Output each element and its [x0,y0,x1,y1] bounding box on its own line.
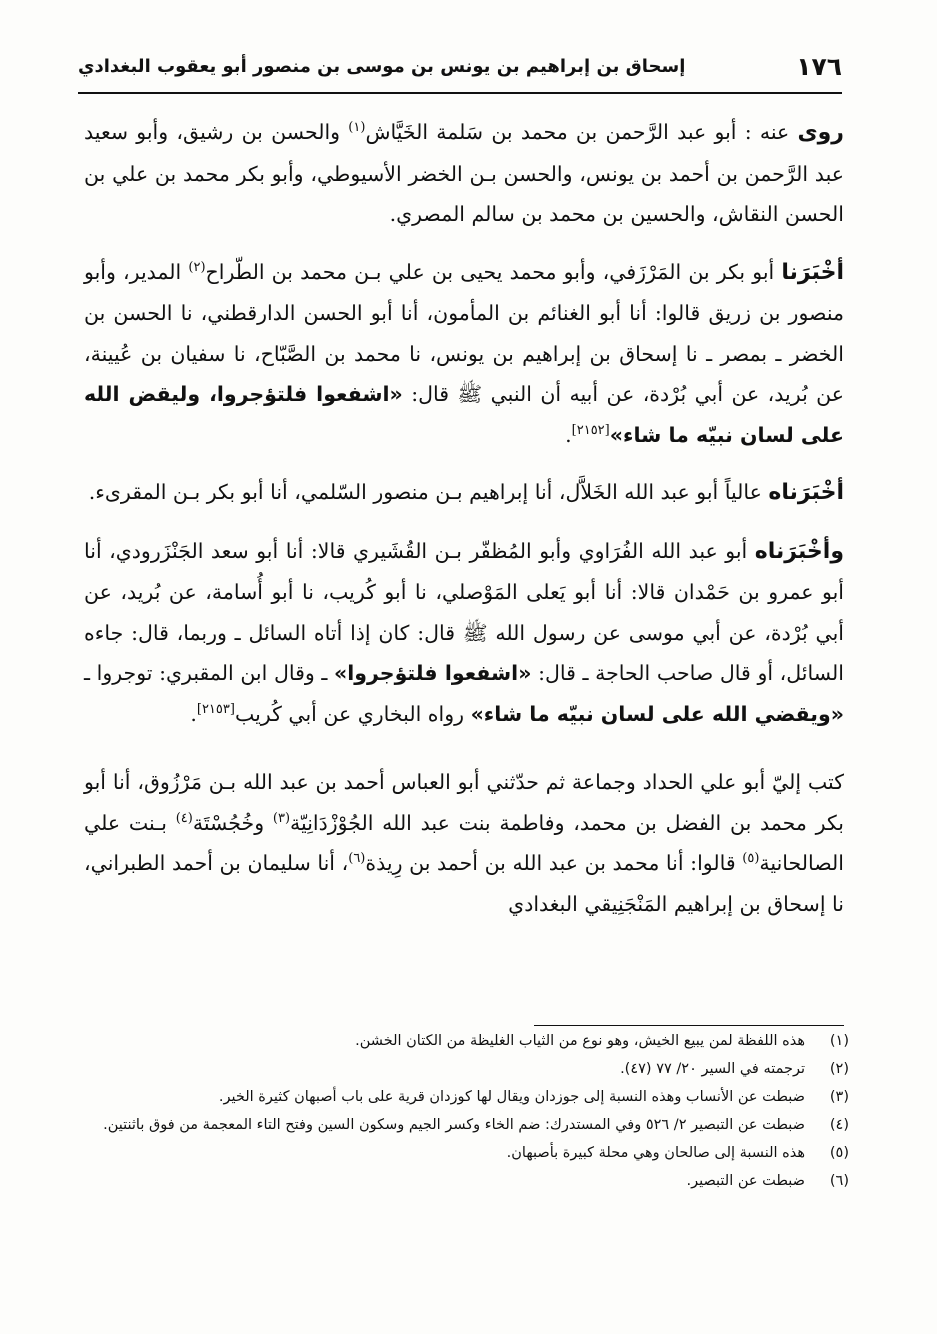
footnote-marker: (٣) [272,810,291,826]
text-segment: قالوا: أنا محمد بن عبد الله بن أحمد بن رِيذة [365,851,743,875]
footnote-text: ضبطت عن التبصير. [686,1173,805,1189]
footnote-marker: (١) [348,120,366,136]
running-title: إسحاق بن إبراهيم بن يونس بن موسى بن منصور أبو يعقوب البغدادي [78,56,686,77]
text-segment: عنه : أبو عبد الرَّحمن بن محمد بن سَلمة الخَيَّاش [365,120,798,144]
footnote-text: ضبطت عن الأنساب وهذه النسبة إلى جوزدان ويقال لها كوزدان قرية على باب أصبهان كثيرة الخير. [218,1089,805,1105]
hadith-text: «اشفعوا فلتؤجروا، وليقض الله على لسان نبيّه ما شاء» [84,382,844,447]
footnote-marker: (٤) [175,810,193,826]
footnote-text: ترجمته في السير ٢٠/ ٧٧ (٤٧). [620,1061,805,1077]
text-segment: . [190,701,197,726]
paragraph-isnad-1 [84,252,844,456]
footnote-number: (٣) [829,1089,849,1105]
lead-word: أخْبَرَنا [781,259,844,285]
lead-word: أخْبَرَناه [768,480,844,505]
text-segment: كتب إليّ أبو علي الحداد وجماعة ثم حدّثني أبو العباس أحمد بن عبد الله بـن مَرْزُوق، أنا أبو بكر محمد بن الفضل بن محمد، وفاطمة بنت عبد الله الجُوْزْدَانِيّة [84,770,844,835]
text-segment: والحسن بن رشيق، وأبو سعيد عبد الرَّحمن بن أحمد بن يونس، والحسن بـن الخضر الأسيوطي، وأبو بكر محمد بن علي بن الحسن النقاش، والحسين بن محمد بن سالم المصري. [84,120,844,226]
lead-word: روى [797,120,844,145]
paragraph-isnad-4 [84,762,844,924]
footnote-text: ضبطت عن التبصير ٢/ ٥٢٦ وفي المستدرك: ضم الخاء وكسر الجيم وسكون السين وفتح التاء المعجمة من فوق باثنتين. [103,1117,805,1133]
paragraph-narrators [84,112,844,235]
footnote-text: هذه النسبة إلى صالحان وهي محلة كبيرة بأصبهان. [506,1145,805,1161]
paragraph-isnad-3 [84,531,844,735]
hadith-text: «اشفعوا فلتؤجروا» [334,661,532,685]
footnote-marker: (٥) [742,851,760,867]
text-segment: المدير، وأبو منصور بن زريق قالوا: أنا أبو الغنائم بن المأمون، أنا أبو الحسن الدارقطني، نا الحسن بن الخضر ـ بمصر ـ نا إسحاق بن إبراهيم بن يونس، نا محمد بن الصَّبّاح، نا سفيان بن عُيينة، عن بُريد، عن أبي بُرْدة، عن أبيه أن النبي ﷺ قال: [84,259,844,406]
footnote-text: هذه اللفظة لمن يبيع الخيش، وهو نوع من الثياب الغليظة من الكتان الخشن. [355,1033,805,1049]
hadith-text: «ويقضي الله على لسان نبيّه ما شاء» [470,701,844,726]
footnote-rule [534,1025,844,1026]
paragraph-isnad-2 [84,472,844,514]
text-segment: بـنت علي الصالحانية [84,810,844,875]
footnote-marker: (٦) [348,851,366,867]
footnote [90,1142,849,1165]
footnote [90,1170,849,1193]
text-segment: . [565,422,572,447]
hadith-number: [٢١٥٢] [571,422,610,438]
text-segment: ، أنا سليمان بن أحمد الطبراني، نا إسحاق بن إبراهيم المَنْجَنِيقي البغدادي [84,851,844,916]
text-segment: عالياً أبو عبد الله الخَلاَّل، أنا إبراهيم بـن منصور السّلمي، أنا أبو بكر بـن المقرىء. [88,480,769,504]
page-number: ١٧٦ [796,52,842,81]
footnotes [90,1030,849,1198]
footnote-number: (١) [829,1033,849,1049]
footnote [90,1086,849,1109]
footnote-number: (٤) [829,1117,849,1133]
footnote [90,1114,849,1137]
page-header [78,48,842,100]
footnote-marker: (٢) [188,259,206,275]
footnote-number: (٦) [829,1173,849,1189]
main-text [84,112,844,941]
text-segment: أبو عبد الله الفُرَاوي وأبو المُظفّر بـن القُشَيري قالا: أنا أبو سعد الجَنْزَرودي، أنا أبو عمرو بن حَمْدان قالا: أنا أبو يَعلى المَوْصلي، نا أبو كُريب، نا أبو أُسامة، عن بُريد، عن أبي بُرْدة، عن أبي موسى عن رسول الله ﷺ قال: كان إذا أتاه السائل ـ وربما، قال: جاءه السائل، أو قال صاحب الحاجة ـ قال: [84,538,844,685]
header-rule [78,92,842,94]
text-segment: ـ وقال ابن المقبري: توجروا ـ [84,661,335,685]
footnote-number: (٥) [829,1145,849,1161]
lead-word: وأخْبَرَناه [754,538,844,564]
footnote-number: (٢) [829,1061,849,1077]
hadith-number: [٢١٥٣] [196,701,235,717]
footnote [90,1058,849,1081]
text-segment: أبو بكر بن المَرْزَفي، وأبو محمد يحيى بن علي بـن محمد بن الطّراح [205,259,782,284]
footnote [90,1030,849,1053]
text-segment: رواه البخاري عن أبي كُريب [234,701,471,726]
text-segment: وخُجُسْتَة [192,810,273,835]
